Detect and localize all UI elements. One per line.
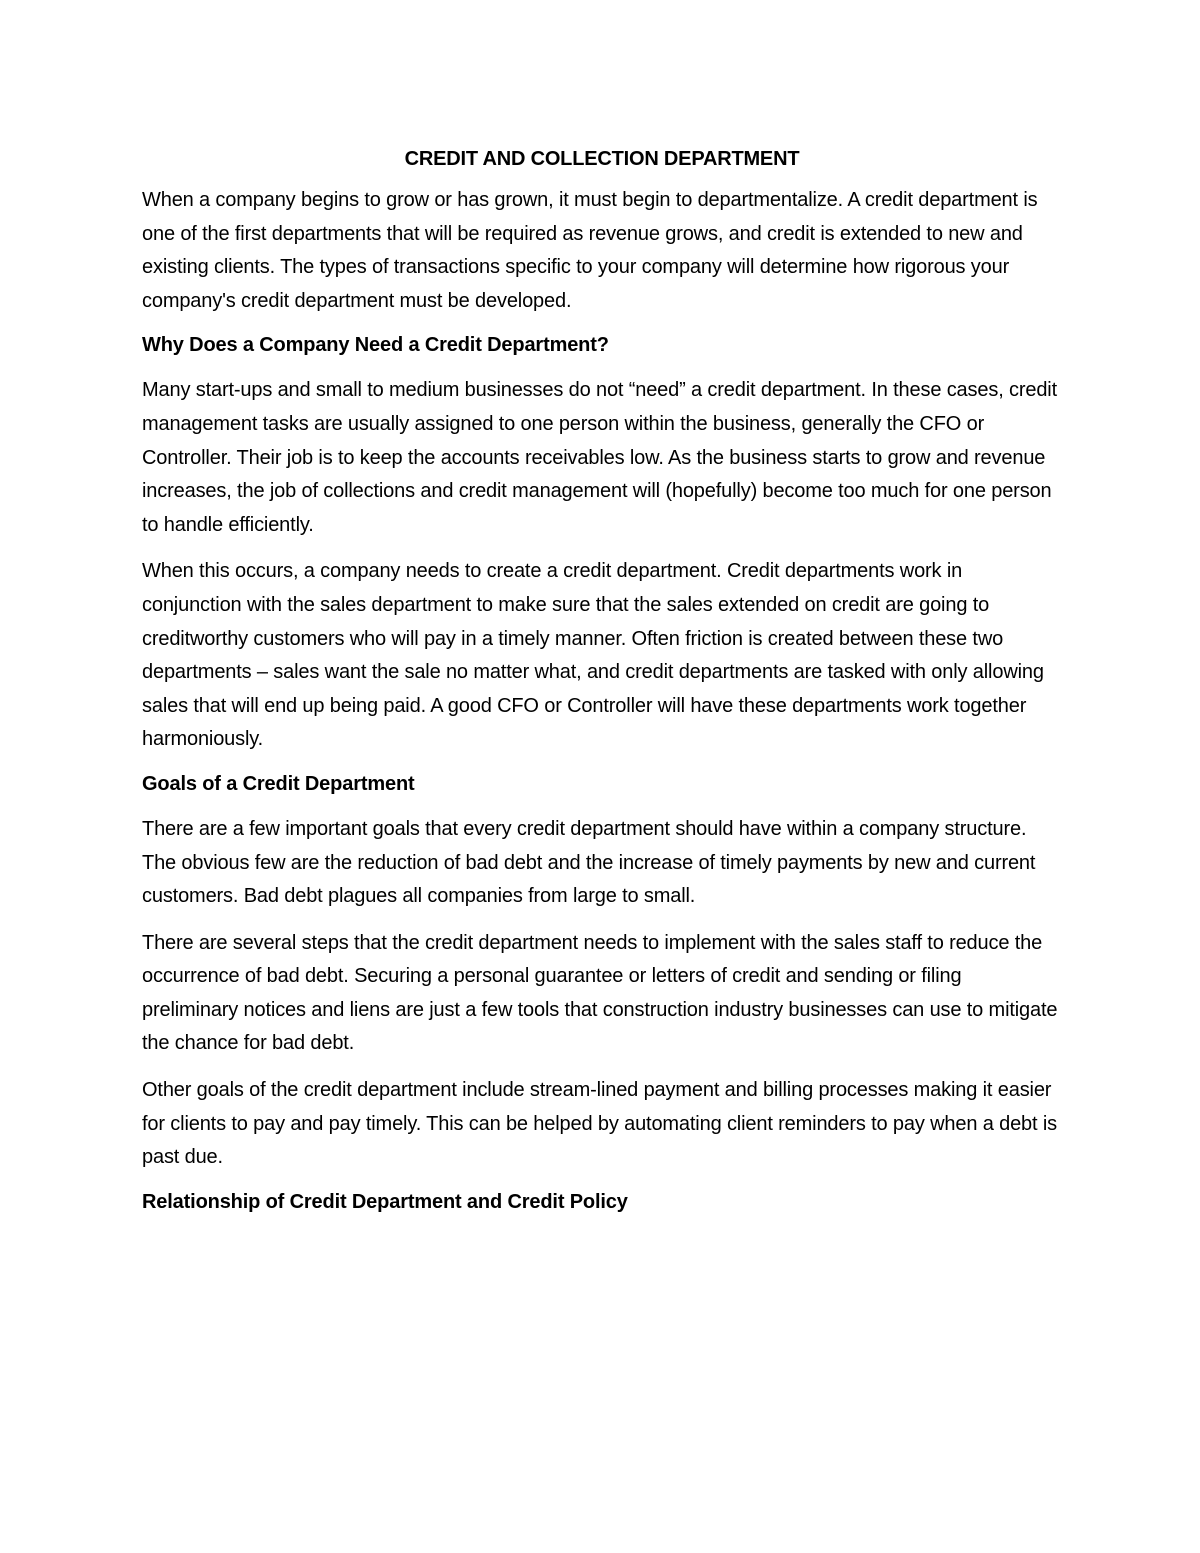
paragraph: There are a few important goals that every credit department should have within a company structure. The obvious few are the reduction of bad debt and the increase of timely payments by new and current customers. Bad debt plagues all companies from large to small. (142, 817, 1036, 908)
section-heading-why-credit-department: Why Does a Company Need a Credit Department? (142, 334, 609, 357)
section-heading-goals: Goals of a Credit Department (142, 772, 415, 795)
paragraph: Other goals of the credit department include stream-lined payment and billing processes making it easier for clients to pay and pay timely. This can be helped by automating client reminders to pay when a debt is past due. (142, 1079, 1057, 1169)
intro-paragraph: When a company begins to grow or has grown, it must begin to departmentalize. A credit department is one of the first departments that will be required as revenue grows, and credit is extended to new and existing clients. The types of transactions specific to your company will determine how rigorous your company's credit department must be developed. (142, 189, 1038, 312)
paragraph: Many start-ups and small to medium businesses do not “need” a credit department. In these cases, credit management tasks are usually assigned to one person within the business, generally the CFO or Controller. Their job is to keep the accounts receivables low. As the business starts to grow and revenue increases, the job of collections and credit management will (hopefully) become too much for one person to handle efficiently. (142, 379, 1058, 536)
document-title: CREDIT AND COLLECTION DEPARTMENT (404, 148, 800, 170)
section-heading-credit-policy: Relationship of Credit Department and Credit Policy (142, 1190, 628, 1213)
document-body (142, 146, 1062, 1231)
paragraph: There are several steps that the credit department needs to implement with the sales staff to reduce the occurrence of bad debt. Securing a personal guarantee or letters of credit and sending or filing preliminary notices and liens are just a few tools that construction industry businesses can use to mitigate the chance for bad debt. (142, 931, 1058, 1055)
paragraph: When this occurs, a company needs to create a credit department. Credit departments work in conjunction with the sales department to make sure that the sales extended on credit are going to creditworthy customers who will pay in a timely manner. Often friction is created between these two departments – sales want the sale no matter what, and credit departments are tasked with only allowing sales that will end up being paid. A good CFO or Controller will have these departments work together harmoniously. (142, 560, 1044, 751)
